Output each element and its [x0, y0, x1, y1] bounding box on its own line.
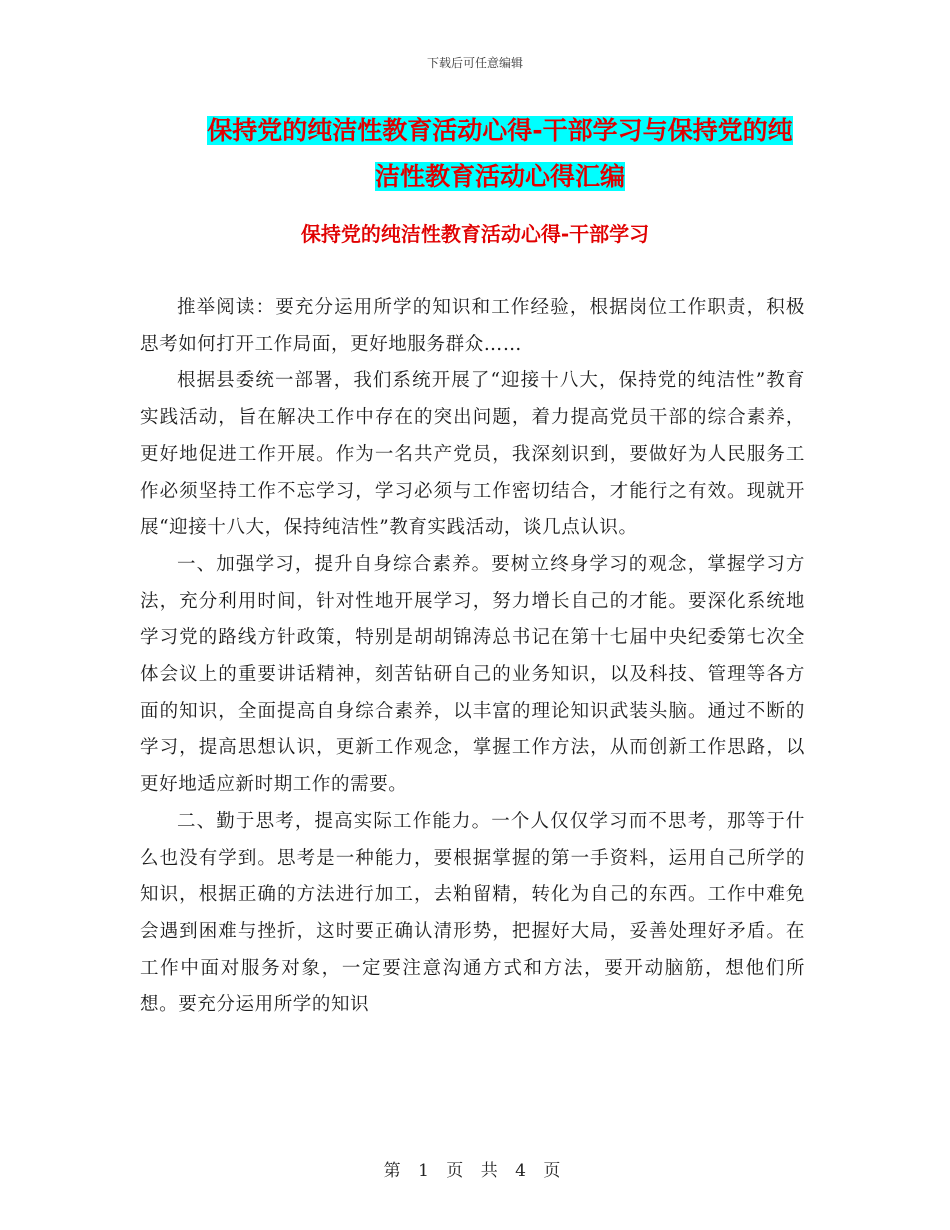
document-title-line-2: 洁性教育活动心得汇编 [374, 162, 625, 191]
page-number: 第 1 页 共 4 页 [383, 1161, 567, 1181]
body-text [140, 290, 805, 1024]
paragraph: 二、勤于思考，提高实际工作能力。一个人仅仅学习而不思考，那等于什么也没有学到。思考是一种能力，要根据掌握的第一手资料，运用自己所学的知识，根据正确的方法进行加工，去粕留精，转化为自己的东西。工作中难免会遇到困难与挫折，这时要正确认清形势，把握好大局，妥善处理好矛盾。在工作中面对服务对象，一定要注意沟通方式和方法，要开动脑筋，想他们所想。要充分运用所学的知识 [140, 810, 805, 1016]
header-note: 下载后可任意编辑 [426, 56, 523, 70]
paragraph: 推举阅读：要充分运用所学的知识和工作经验，根据岗位工作职责，积极思考如何打开工作局面，更好地服务群众…… [140, 297, 805, 355]
document-title [160, 108, 840, 200]
paragraph: 一、加强学习，提升自身综合素养。要树立终身学习的观念，掌握学习方法，充分利用时间，针对性地开展学习，努力增长自己的才能。要深化系统地学习党的路线方针政策，特别是胡胡锦涛总书记在第十七届中央纪委第七次全体会议上的重要讲话精神，刻苦钻研自己的业务知识，以及科技、管理等各方面的知识，全面提高自身综合素养，以丰富的理论知识武装头脑。通过不断的学习，提高思想认识，更新工作观念，掌握工作方法，从而创新工作思路，以更好地适应新时期工作的需要。 [140, 553, 805, 796]
paragraph: 根据县委统一部署，我们系统开展了“迎接十八大，保持党的纯洁性”教育实践活动，旨在解决工作中存在的突出问题，着力提高党员干部的综合素养，更好地促进工作开展。作为一名共产党员，我深刻识到，要做好为人民服务工作必须坚持工作不忘学习，学习必须与工作密切结合，才能行之有效。现就开展“迎接十八大，保持纯洁性”教育实践活动，谈几点认识。 [140, 370, 805, 539]
document-title-line-1: 保持党的纯洁性教育活动心得-干部学习与保持党的纯 [207, 116, 793, 145]
section-title: 保持党的纯洁性教育活动心得-干部学习 [300, 222, 650, 246]
